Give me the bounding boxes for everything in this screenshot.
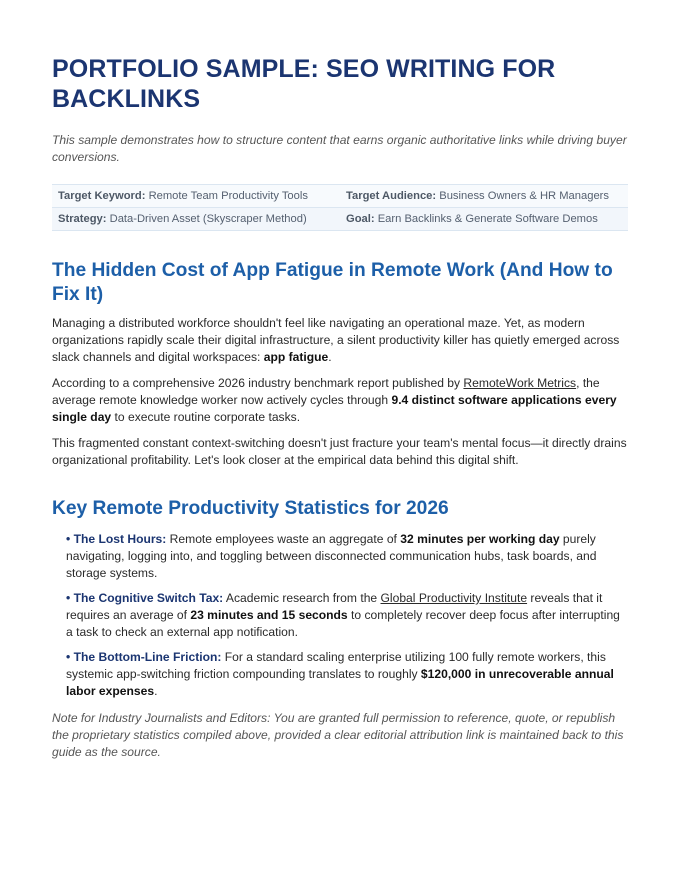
paragraph-intro bbox=[52, 315, 628, 366]
meta-row bbox=[52, 185, 628, 208]
target-keyword-value: Remote Team Productivity Tools bbox=[148, 190, 308, 202]
paragraph-text: , the average remote knowledge worker now actively cycles through bbox=[52, 376, 600, 407]
meta-row bbox=[52, 208, 628, 231]
page-title: PORTFOLIO SAMPLE: SEO WRITING FOR BACKLINKS bbox=[52, 55, 556, 113]
goal-value: Earn Backlinks & Generate Software Demos bbox=[377, 213, 598, 225]
target-audience-cell bbox=[340, 190, 628, 202]
meta-table bbox=[52, 184, 628, 231]
global-productivity-institute-link[interactable]: Global Productivity Institute bbox=[380, 591, 528, 605]
target-audience-label: Target Audience: bbox=[346, 190, 437, 202]
bold-app-fatigue: app fatigue bbox=[263, 350, 329, 364]
stat-text: reveals that it requires an average of bbox=[66, 591, 603, 622]
bold-app-count: 9.4 distinct software applications every single day bbox=[52, 393, 617, 424]
paragraph-end: . bbox=[328, 350, 332, 364]
stat-text: For a standard scaling enterprise utilizing 100 fully remote workers, this systemic app-switching friction compounding translates to roughly bbox=[66, 650, 606, 681]
section-heading-statistics: Key Remote Productivity Statistics for 2026 bbox=[52, 498, 449, 519]
strategy-label: Strategy: bbox=[58, 213, 107, 225]
stat-bold: 32 minutes per working day bbox=[400, 532, 560, 546]
intro-text: This sample demonstrates how to structure content that earns organic authoritative links while driving buyer conversions. bbox=[52, 133, 627, 164]
stat-text: . bbox=[154, 684, 158, 698]
list-item bbox=[66, 590, 628, 641]
stat-text: to completely recover deep focus after interrupting a task to check an external app notification. bbox=[66, 608, 620, 639]
strategy-value: Data-Driven Asset (Skyscraper Method) bbox=[109, 213, 307, 225]
statistics-list bbox=[52, 531, 628, 700]
stat-label: • The Lost Hours: bbox=[66, 532, 167, 546]
stat-label: • The Cognitive Switch Tax: bbox=[66, 591, 224, 605]
stat-bold: $120,000 in unrecoverable annual labor expenses bbox=[66, 667, 614, 698]
paragraph-text: Managing a distributed workforce shouldn't feel like navigating an operational maze. Yet, as modern organizations rapidly scale their digital infrastructure, a silent productivity killer has quietly emerged across slack channels and digital workspaces: bbox=[52, 316, 620, 364]
target-keyword-cell bbox=[52, 190, 340, 202]
remotework-metrics-link[interactable]: RemoteWork Metrics bbox=[463, 376, 577, 390]
paragraph-text: According to a comprehensive 2026 industry benchmark report published by bbox=[52, 376, 464, 390]
list-item bbox=[66, 531, 628, 582]
target-keyword-label: Target Keyword: bbox=[58, 190, 146, 202]
paragraph-context-switching: This fragmented constant context-switching doesn't just fracture your team's mental focus—it directly drains organizational profitability. Let's look closer at the empirical data behind this digital shift. bbox=[52, 436, 627, 467]
stat-text: Academic research from the bbox=[223, 591, 381, 605]
strategy-cell bbox=[52, 213, 340, 225]
stat-bold: 23 minutes and 15 seconds bbox=[190, 608, 348, 622]
section-heading-app-fatigue: The Hidden Cost of App Fatigue in Remote Work (And How to Fix It) bbox=[52, 260, 613, 305]
stat-label: • The Bottom-Line Friction: bbox=[66, 650, 222, 664]
paragraph-text: to execute routine corporate tasks. bbox=[111, 410, 301, 424]
editor-note: Note for Industry Journalists and Editors: You are granted full permission to reference, quote, or republish the proprietary statistics compiled above, provided a clear editorial attribution link is maintained back to this guide as the source. bbox=[52, 711, 624, 759]
list-item bbox=[66, 649, 628, 700]
stat-text: Remote employees waste an aggregate of bbox=[166, 532, 401, 546]
stat-text: purely navigating, logging into, and toggling between disconnected communication hubs, task boards, and storage systems. bbox=[66, 532, 597, 580]
goal-cell bbox=[340, 213, 628, 225]
target-audience-value: Business Owners & HR Managers bbox=[439, 190, 609, 202]
goal-label: Goal: bbox=[346, 213, 375, 225]
paragraph-benchmark bbox=[52, 375, 628, 426]
